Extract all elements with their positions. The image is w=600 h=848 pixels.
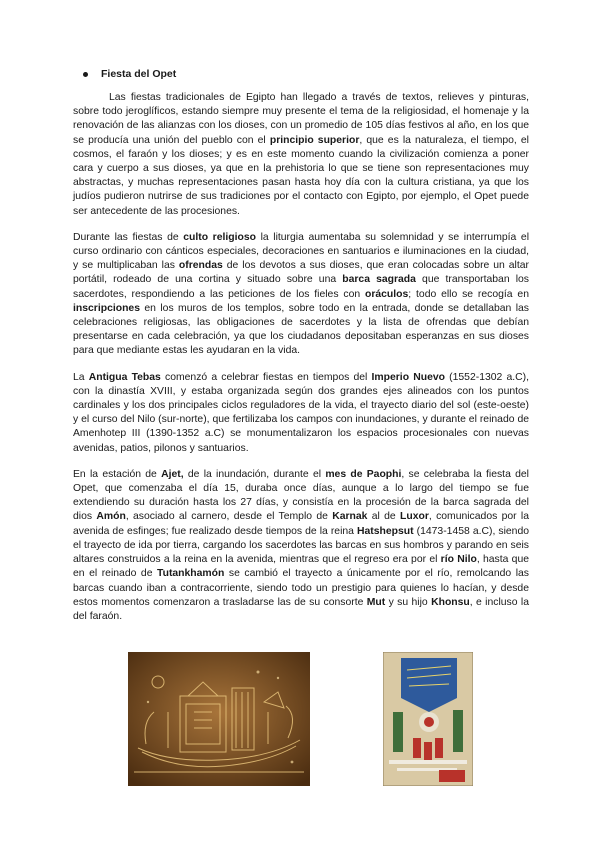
paragraph-2 [73,231,529,359]
bold-term: mes de Paophi [325,468,402,480]
bold-term: río Nilo [440,554,477,566]
paragraph-4 [73,468,529,624]
text-run: , hasta que en el reinado de [73,554,529,580]
text-run: , asociado al carnero, desde el Templo de [125,511,333,523]
text-run: En la estación de [73,468,162,480]
document-body [73,68,529,636]
text-run: la liturgia aumentaba su solemnidad y se interrumpía el curso ordinario con cánticos especiales, decoraciones en santuarios e iluminaciones en la ciudad, y se multiplicaban las [73,231,529,272]
paragraph-1 [73,91,529,219]
bold-term: Imperio Nuevo [371,371,445,383]
text-run: Las fiestas tradicionales de Egipto han llegado a través de textos, relieves y pinturas, sobre todo jeroglíficos, estando siempre muy presente el tema de la religiosidad, el homenaje y la renovación de las alianzas con los dioses, con un promedio de 105 días festivos al año, en los que se producía una unión del pueblo con el [73,92,529,146]
bold-term: Khonsu [431,596,470,608]
bold-term: barca sagrada [342,274,416,286]
text-run: se cambió el trayecto a únicamente por el río, remolcando las barcas cuando iban a contracorriente, siendo todo un prestigio para quienes lo hacían, y desde estos momentos comenzaron a trasladarse las de su consorte [73,568,529,608]
figures-row [0,652,600,786]
text-run: de los devotos a sus dioses, que eran colocadas sobre un altar portátil, rodeado de una cortina y situado sobre una [73,260,529,286]
bold-term: ofrendas [178,260,223,272]
bold-term: inscripciones [73,302,140,314]
paragraph-3 [73,371,529,456]
bold-term: Mut [366,596,386,608]
text-run: , comunicados por la avenida de esfinges; fue realizado desde tiempos de la reina [73,511,530,537]
bold-term: Karnak [332,511,368,523]
text-run: (1473-1458 a.C), siendo el trayecto de ida por tierra, cargando los sacerdotes las barcas en sus hombros y parando en seis altares construidos a la reina en la avenida, mientras que el regreso era por el [73,525,529,566]
bold-term: Tutankhamón [157,568,225,580]
text-run: al de [367,511,400,523]
text-run: , que es la naturaleza, el tiempo, el cosmos, el faraón y los dioses; y es en este momento cuando la civilización comienza a poner cara y cuerpo a sus dioses, ya que en la prehistoria lo que se tiene son representaciones muy abstractas, y muchas representaciones pasan hasta hoy día con la cultura cristiana, ya que los judíos pudieron nutrirse de sus tradiciones por el contacto con Egipto, por ejemplo, el Opet puede ser antecedente de las procesiones. [73,134,529,217]
text-run: Durante las fiestas de [73,231,184,243]
section-heading [83,68,529,80]
text-run: comenzó a celebrar fiestas en tiempos del [160,371,372,383]
text-run: ; todo ello se recogía en [408,288,529,300]
text-run: y su hijo [385,596,432,608]
text-run: en los muros de los templos, sobre todo en la entrada, donde se detallaban las celebraciones religiosas, las obligaciones de sacerdotes y la lista de ofrendas que debían presentarse en cada celebración, ya que los ciudadanos depositaban esperanzas en sus dioses para que mediante estas les ayudaran en la vida. [73,302,529,357]
bold-term: oráculos [364,288,409,300]
text-run: , se celebraba la fiesta del Opet, que comenzaba el día 15, duraba once días, aunque a lo largo del tiempo se fue extendiendo su duración hasta los 27 días, y consistía en la procesión de la barca sagrada del dios [73,468,529,523]
bullet-icon [83,72,88,77]
text-run: , e incluso la del faraón. [73,596,529,622]
bold-term: Antigua Tebas [88,371,161,383]
bold-term: Ajet, [161,468,184,480]
bold-term: principio superior [269,134,360,146]
text-run: La [73,371,89,383]
bold-term: Luxor [400,511,429,523]
barque-relief-image [128,652,310,786]
heading-text: Fiesta del Opet [101,68,177,80]
bold-term: culto religioso [183,231,256,243]
text-run: de la inundación, durante el [183,468,326,480]
bold-term: Amón [96,511,126,523]
bold-term: Hatshepsut [357,525,414,537]
opet-poster-image [383,652,473,786]
text-run: (1552-1302 a.C), con la dinastía XVIII, y estaba organizada según dos grandes ejes alineados con los puntos cardinales y los dos principales ciclos reguladores de la vida, el trayecto diario del sol (este-oeste) y el curso del Nilo (sur-norte), que fertilizaba los campos con inundaciones, y durante el reinado de Amenhotep III (1390-1352 a.C) se monumentalizaron los espacios procesionales con nuevas avenidas, patios, pilonos y santuarios. [73,371,529,454]
text-run: que transportaban los sacerdotes, respondiendo a las peticiones de los fieles con [73,274,529,300]
